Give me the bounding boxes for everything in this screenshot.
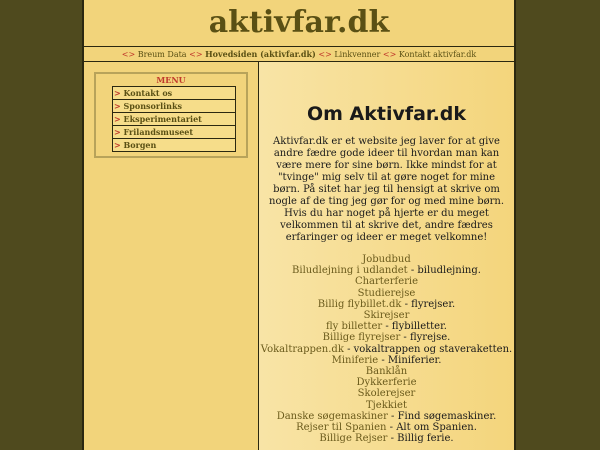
list-item-link[interactable]: Danske søgemaskiner bbox=[276, 410, 388, 422]
list-item-link[interactable]: Rejser til Spanien bbox=[296, 422, 387, 434]
menu-arrow-icon: > bbox=[114, 101, 121, 111]
list-item bbox=[259, 265, 514, 276]
list-item bbox=[259, 388, 514, 399]
nav-separator: <> bbox=[382, 50, 397, 59]
list-item-link[interactable]: Charterferie bbox=[354, 276, 419, 288]
list-item-link[interactable]: Jobudbud bbox=[362, 254, 411, 265]
list-item-desc: - Alt om Spanien. bbox=[386, 422, 477, 434]
list-item-link[interactable]: Skirejser bbox=[363, 310, 410, 322]
list-item-link[interactable]: Dykkerferie bbox=[356, 377, 417, 389]
page-heading: Om Aktivfar.dk bbox=[306, 103, 467, 125]
list-item-desc: - biludlejning. bbox=[407, 265, 481, 277]
list-item-link[interactable]: Biludlejning i udlandet bbox=[292, 265, 408, 277]
list-item-link[interactable]: Billige flyrejser bbox=[322, 332, 401, 344]
menu-arrow-icon: > bbox=[114, 88, 121, 98]
menu-title: MENU bbox=[156, 75, 186, 85]
list-item-desc: - flybilletter. bbox=[382, 321, 447, 333]
list-item bbox=[259, 321, 514, 332]
list-item-link[interactable]: Banklån bbox=[365, 366, 408, 378]
list-item-desc: - flyrejser. bbox=[401, 298, 456, 310]
list-item-link[interactable]: Tjekkiet bbox=[366, 399, 407, 411]
list-item-desc: - Miniferier. bbox=[378, 354, 442, 366]
list-item bbox=[259, 288, 514, 299]
nav-link-kontakt[interactable]: Kontakt aktivfar.dk bbox=[398, 50, 477, 59]
main-column bbox=[259, 62, 514, 450]
list-item-link[interactable]: Billig flybillet.dk bbox=[317, 298, 402, 310]
list-item-link[interactable]: Skolerejser bbox=[357, 388, 416, 400]
list-item bbox=[259, 332, 514, 343]
list-item bbox=[259, 344, 514, 355]
site-header bbox=[84, 0, 514, 47]
list-item-link[interactable]: Billige Rejser bbox=[319, 433, 388, 445]
list-item-desc: - vokaltrappen og staveraketten. bbox=[343, 343, 513, 355]
list-item-link[interactable]: fly billetter bbox=[326, 321, 383, 333]
nav-separator: <> bbox=[121, 50, 136, 59]
list-item-desc: - flyrejse. bbox=[400, 332, 451, 344]
menu-list bbox=[112, 86, 236, 152]
link-list bbox=[259, 254, 514, 444]
list-item bbox=[259, 366, 514, 377]
top-navigation bbox=[84, 47, 514, 62]
nav-separator: <> bbox=[318, 50, 332, 59]
menu-item-sponsorlinks[interactable] bbox=[113, 100, 235, 113]
list-item bbox=[259, 400, 514, 411]
list-item bbox=[259, 433, 514, 444]
menu-item-label: Frilandsmuseet bbox=[123, 127, 194, 137]
intro-paragraph: Aktivfar.dk er et website jeg laver for at give andre fædre gode ideer til hvordan man kan være mere for sine børn. Ikke mindst for at "tvinge" mig selv til at gøre noget for mine børn. På sitet har jeg til hensigt at skrive om nogle af de ting jeg gør for og med mine børn. Hvis du har noget på hjerte er du meget velkommen til at skrive det, andre fædres erfaringer og ideer er meget velkomne! bbox=[269, 136, 505, 243]
list-item-desc: - Find søgemaskiner. bbox=[387, 410, 497, 422]
menu-item-kontakt-os[interactable] bbox=[113, 87, 235, 100]
menu-item-borgen[interactable] bbox=[113, 139, 235, 151]
menu-item-label: Sponsorlinks bbox=[123, 101, 183, 111]
list-item bbox=[259, 355, 514, 366]
list-item bbox=[259, 310, 514, 321]
list-item-link[interactable]: Vokaltrappen.dk bbox=[260, 343, 344, 355]
list-item bbox=[259, 299, 514, 310]
list-item bbox=[259, 422, 514, 433]
menu-arrow-icon: > bbox=[114, 114, 121, 124]
site-title[interactable]: aktivfar.dk bbox=[208, 5, 390, 40]
menu-item-eksperimentariet[interactable] bbox=[113, 113, 235, 126]
content-area bbox=[84, 62, 514, 450]
nav-separator: <> bbox=[189, 50, 203, 59]
nav-link-breum-data[interactable]: Breum Data bbox=[137, 50, 187, 59]
left-column bbox=[84, 62, 259, 450]
list-item bbox=[259, 411, 514, 422]
menu-item-label: Borgen bbox=[123, 140, 157, 150]
list-item-link[interactable]: Miniferie bbox=[331, 354, 379, 366]
menu-arrow-icon: > bbox=[114, 140, 121, 150]
list-item bbox=[259, 276, 514, 287]
list-item bbox=[259, 377, 514, 388]
list-item bbox=[259, 254, 514, 265]
nav-link-linkvenner[interactable]: Linkvenner bbox=[334, 50, 381, 59]
menu-item-label: Eksperimentariet bbox=[123, 114, 202, 124]
menu-arrow-icon: > bbox=[114, 127, 121, 137]
menu-item-frilandsmuseet[interactable] bbox=[113, 126, 235, 139]
menu-item-label: Kontakt os bbox=[123, 88, 173, 98]
menu-box bbox=[94, 72, 248, 158]
page bbox=[82, 0, 516, 450]
list-item-desc: - Billig ferie. bbox=[387, 433, 454, 445]
nav-link-hovedsiden[interactable]: Hovedsiden (aktivfar.dk) bbox=[205, 49, 316, 59]
list-item-link[interactable]: Studierejse bbox=[357, 287, 416, 299]
